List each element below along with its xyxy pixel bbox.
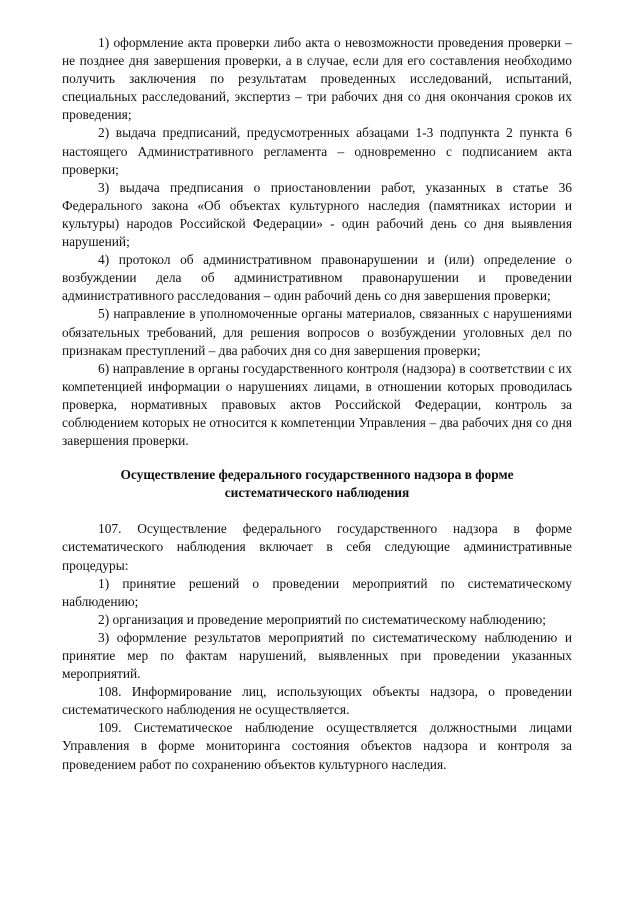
paragraph-item-6: 6) направление в органы государственного контроля (надзора) в соответствии с их компетенцией информации о нарушениях лицами, в отношении которых проводилась проверка, нормативных правовых актов Российской Федерации, контроль за соблюдением которых не относится к компетенции Управления – два рабочих дня со дня завершения проверки. [62, 360, 572, 449]
section-heading [62, 466, 572, 502]
paragraph-107-item-2: 2) организация и проведение мероприятий по систематическому наблюдению; [98, 611, 546, 627]
paragraph-item-3: 3) выдача предписания о приостановлении работ, указанных в статье 36 Федерального закона «Об объектах культурного наследия (памятниках истории и культуры) народов Российской Федерации» - один рабочий день со дня выявления нарушений; [62, 179, 572, 250]
paragraph-108: 108. Информирование лиц, использующих объекты надзора, о проведении систематического наблюдения не осуществляется. [62, 684, 572, 718]
section-heading-line-2: систематического наблюдения [224, 485, 410, 501]
paragraph-item-2: 2) выдача предписаний, предусмотренных абзацами 1-3 подпункта 2 пункта 6 настоящего Административного регламента – одновременно с подписанием акта проверки; [62, 125, 572, 177]
paragraph-107: 107. Осуществление федерального государственного надзора в форме систематического наблюдения включает в себя следующие административные процедуры: [62, 521, 572, 573]
section-heading-line-1: Осуществление федерального государственного надзора в форме [120, 467, 514, 483]
paragraph-107-item-1: 1) принятие решений о проведении мероприятий по систематическому наблюдению; [62, 575, 572, 609]
document-page [62, 34, 572, 774]
paragraph-107-item-3: 3) оформление результатов мероприятий по систематическому наблюдению и принятие мер по фактам нарушений, выявленных при проведении указанных мероприятий. [62, 629, 572, 682]
paragraph-item-5: 5) направление в уполномоченные органы материалов, связанных с нарушениями обязательных требований, для решения вопросов о возбуждении уголовных дел по признакам преступлений – два рабочих дня со дня завершения проверки; [62, 306, 572, 358]
heading-spacer [62, 502, 572, 520]
paragraph-item-4: 4) протокол об административном правонарушении и (или) определение о возбуждении дела об административном правонарушении и проведении административного расследования – один рабочий день со дня завершения проверки; [62, 252, 572, 304]
paragraph-item-1: 1) оформление акта проверки либо акта о невозможности проведения проверки – не позднее дня завершения проверки, а в случае, если для его составления необходимо получить заключения по результатам проведенных исследований, испытаний, специальных расследований, экспертиз – три рабочих дня со дня окончания сроков их проведения; [62, 35, 572, 123]
paragraph-109: 109. Систематическое наблюдение осуществляется должностными лицами Управления в форме мониторинга состояния объектов надзора и контроля за проведением работ по сохранению объектов культурного наследия. [62, 720, 572, 772]
